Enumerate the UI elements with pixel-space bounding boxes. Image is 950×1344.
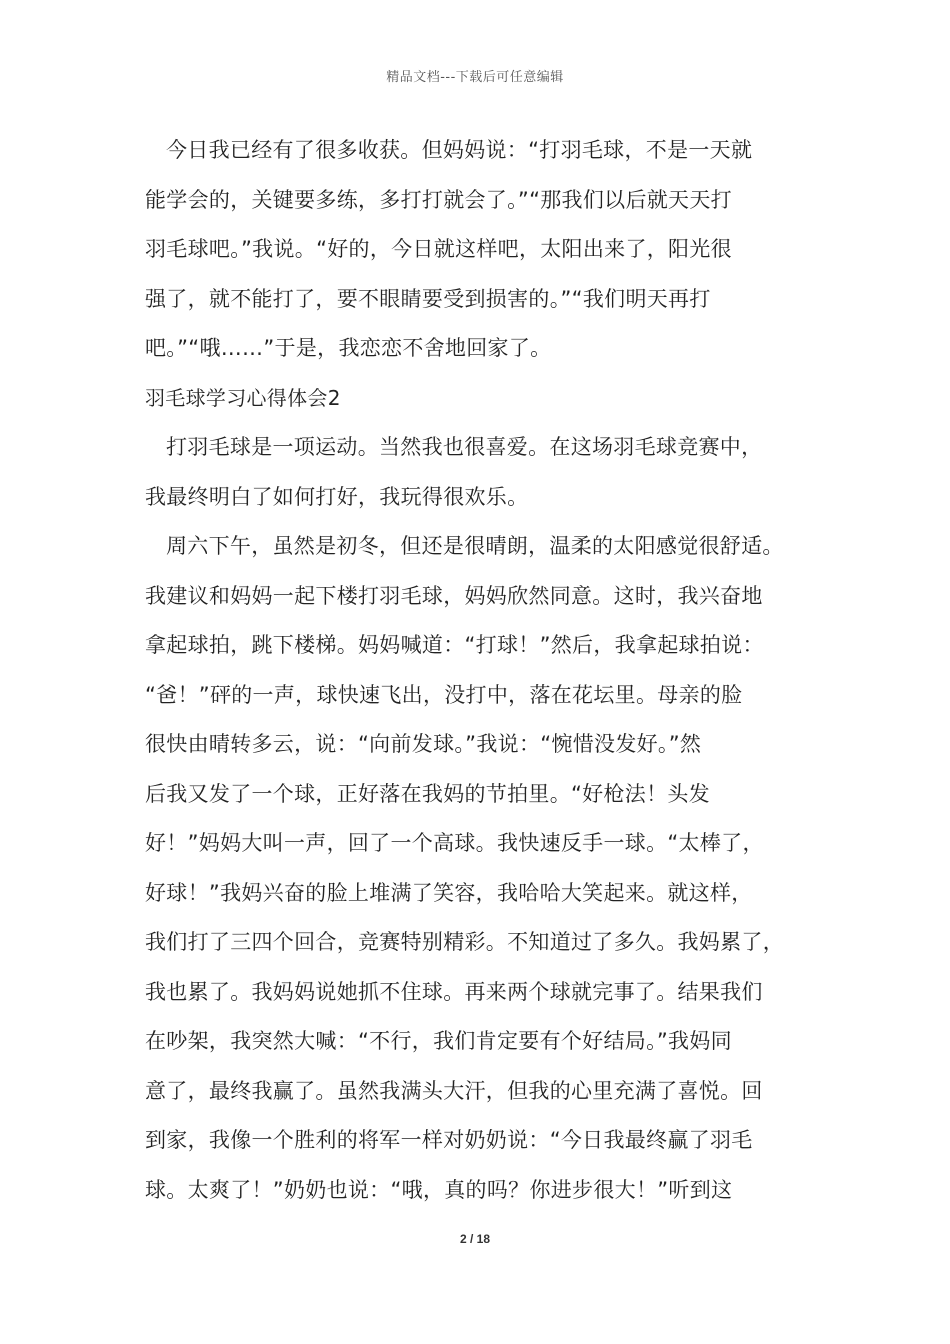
paragraph-line: 我们打了三四个回合，竞赛特别精彩。不知道过了多久。我妈累了， [145,930,784,954]
paragraph-line: 后我又发了一个球，正好落在我妈的节拍里。“好枪法！头发 [145,781,710,806]
paragraph-line: 强了，就不能打了，要不眼睛要受到损害的。”“我们明天再打 [145,286,711,311]
paragraph-line: 打羽毛球是一项运动。当然我也很喜爱。在这场羽毛球竞赛中， [166,435,763,459]
paragraph-line: 周六下午，虽然是初冬，但还是很晴朗，温柔的太阳感觉很舒适。 [166,534,784,558]
paragraph-line: 球。太爽了！”奶奶也说：“哦，真的吗？你进步很大！”听到这 [145,1177,733,1202]
paragraph-line: 吧。”“哦……”于是，我恋恋不舍地回家了。 [145,336,552,360]
paragraph-line: 意了，最终我赢了。虽然我满头大汗，但我的心里充满了喜悦。回 [145,1078,763,1103]
paragraph-line: 好球！”我妈兴奋的脸上堆满了笑容，我哈哈大笑起来。就这样， [145,880,753,905]
paragraph-line: 羽毛球吧。”我说。“好的，今日就这样吧，太阳出来了，阳光很 [145,237,732,261]
paragraph-line: 到家，我像一个胜利的将军一样对奶奶说：“今日我最终赢了羽毛 [145,1128,753,1152]
paragraph-line: 在吵架，我突然大喊：“不行，我们肯定要有个好结局。”我妈同 [145,1029,732,1053]
paragraph-line: 拿起球拍，跳下楼梯。妈妈喊道：“打球！”然后，我拿起球拍说： [145,633,764,657]
header-note: 精品文档---下载后可任意编辑 [386,70,564,85]
paragraph-line: 很快由晴转多云，说：“向前发球。”我说：“惋惜没发好。”然 [145,732,702,756]
paragraph-line: 我建议和妈妈一起下楼打羽毛球，妈妈欣然同意。这时，我兴奋地 [145,583,763,608]
paragraph-line: 好！”妈妈大叫一声，回了一个高球。我快速反手一球。“太棒了， [145,831,764,855]
page-number: 2 / 18 [459,1232,491,1246]
paragraph-line: “爸！”砰的一声，球快速飞出，没打中，落在花坛里。母亲的脸 [145,682,743,707]
body-text [145,126,825,1215]
paragraph-line: 能学会的，关键要多练，多打打就会了。”“那我们以后就天天打 [145,187,732,212]
section-heading: 羽毛球学习心得体会2 [145,385,341,410]
paragraph-line: 今日我已经有了很多收获。但妈妈说：“打羽毛球，不是一天就 [166,138,753,162]
paragraph-line: 我最终明白了如何打好，我玩得很欢乐。 [145,484,529,509]
paragraph-line: 我也累了。我妈妈说她抓不住球。再来两个球就完事了。结果我们 [145,979,763,1004]
